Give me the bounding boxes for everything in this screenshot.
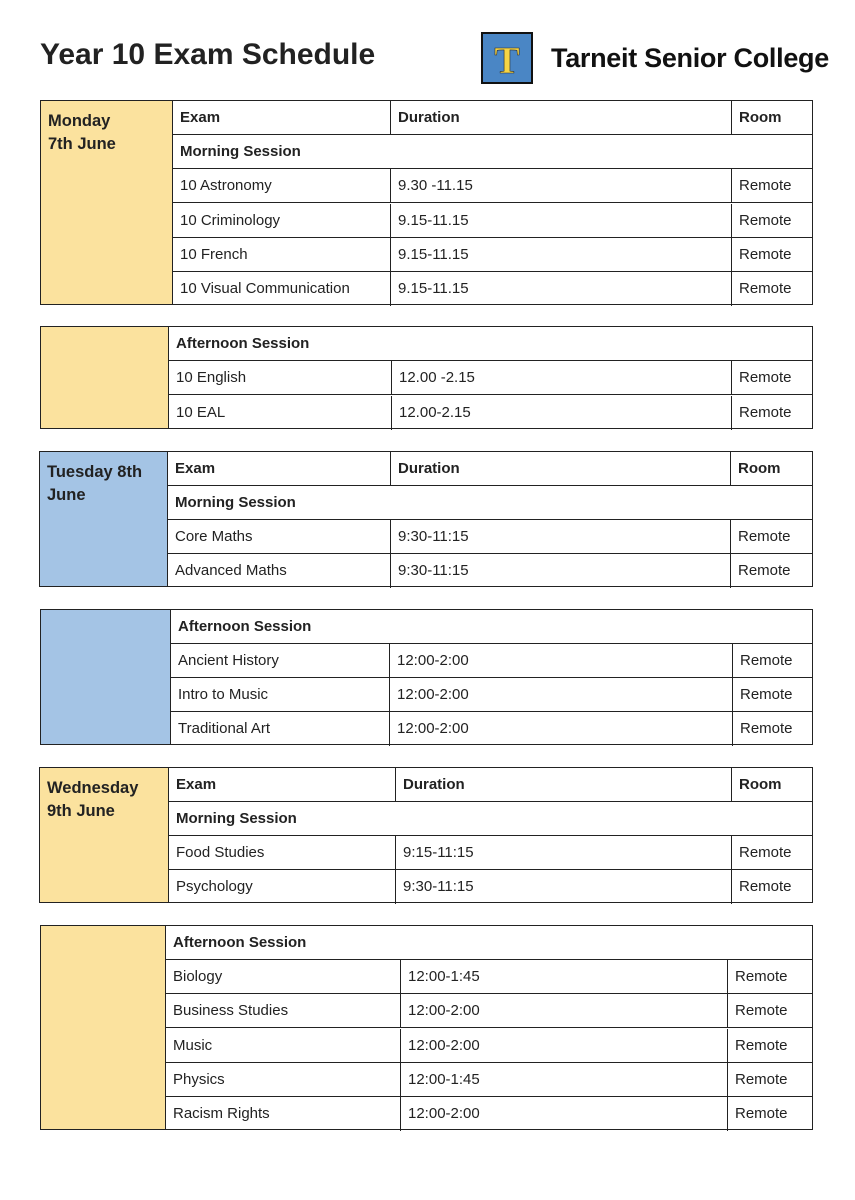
exam-duration: 12:00-2:00 — [400, 1029, 727, 1062]
exam-room: Remote — [731, 870, 812, 904]
exam-duration: 12:00-2:00 — [389, 644, 732, 677]
day-label: Tuesday 8th June — [47, 463, 143, 504]
exam-name: Biology — [173, 968, 223, 985]
exam-duration: 9.15-11.15 — [390, 238, 731, 271]
exam-row — [166, 1063, 812, 1097]
exam-name: Business Studies — [173, 1002, 289, 1019]
exam-name: Music — [173, 1037, 213, 1054]
exam-duration: 9:30-11:15 — [390, 554, 730, 588]
column-header-room: Room — [731, 101, 812, 134]
exam-row — [169, 361, 812, 395]
exam-row — [166, 1097, 812, 1131]
exam-name: 10 EAL — [176, 404, 226, 421]
day-column — [41, 101, 173, 304]
day-column — [40, 768, 169, 902]
exam-room: Remote — [731, 204, 812, 237]
exam-room: Remote — [731, 272, 812, 306]
exam-duration: 12.00-2.15 — [391, 396, 731, 430]
schedule-block — [40, 100, 813, 305]
exam-room: Remote — [731, 238, 812, 271]
exam-name: Physics — [173, 1071, 225, 1088]
column-header-row — [168, 452, 812, 486]
exam-name: 10 Astronomy — [180, 177, 272, 194]
column-header-duration: Duration — [395, 768, 731, 801]
exam-name: Racism Rights — [173, 1105, 270, 1122]
exam-duration: 12:00-2:00 — [389, 712, 732, 746]
session-title: Afternoon Session — [176, 335, 310, 352]
exam-room: Remote — [730, 554, 812, 588]
exam-duration: 12.00 -2.15 — [391, 361, 731, 394]
exam-room: Remote — [731, 169, 812, 202]
exam-duration: 12:00-1:45 — [400, 1063, 727, 1096]
exam-room: Remote — [732, 678, 812, 711]
exam-row — [169, 836, 812, 870]
day-column — [40, 452, 168, 586]
exam-name: Food Studies — [176, 844, 265, 861]
exam-row — [173, 238, 812, 272]
exam-row — [171, 712, 812, 746]
exam-name: 10 English — [176, 369, 247, 386]
college-name: Tarneit Senior College — [551, 43, 829, 73]
exam-row — [169, 870, 812, 904]
exam-name: Advanced Maths — [175, 562, 287, 579]
exam-room: Remote — [727, 994, 812, 1027]
block-rows — [171, 610, 812, 744]
day-column — [41, 327, 169, 428]
column-header-exam: Exam — [175, 460, 216, 477]
exam-name: Intro to Music — [178, 686, 269, 703]
column-header-duration: Duration — [390, 452, 730, 485]
exam-row — [171, 678, 812, 712]
exam-duration: 12:00-1:45 — [400, 960, 727, 993]
exam-row — [166, 1029, 812, 1063]
exam-room: Remote — [727, 960, 812, 993]
block-rows — [173, 101, 812, 304]
day-label: Monday 7th June — [48, 112, 116, 153]
column-header-row — [173, 101, 812, 135]
schedule-block — [40, 326, 813, 429]
college-logo — [481, 32, 533, 84]
exam-name: Core Maths — [175, 528, 253, 545]
session-row — [166, 926, 812, 960]
exam-duration: 9.15-11.15 — [390, 204, 731, 237]
column-header-exam: Exam — [180, 109, 221, 126]
college-logo-letter: T — [494, 40, 520, 82]
exam-row — [166, 960, 812, 994]
exam-name: Ancient History — [178, 652, 279, 669]
exam-row — [169, 396, 812, 430]
exam-row — [173, 204, 812, 238]
exam-duration: 9:15-11:15 — [395, 836, 731, 869]
exam-duration: 9:30-11:15 — [395, 870, 731, 904]
exam-duration: 9:30-11:15 — [390, 520, 730, 553]
session-title: Afternoon Session — [173, 934, 307, 951]
session-row — [168, 486, 812, 520]
exam-row — [166, 994, 812, 1028]
exam-row — [168, 554, 812, 588]
exam-room: Remote — [727, 1029, 812, 1062]
exam-duration: 9.30 -11.15 — [390, 169, 731, 202]
exam-duration: 9.15-11.15 — [390, 272, 731, 306]
session-row — [171, 610, 812, 644]
exam-room: Remote — [727, 1063, 812, 1096]
day-label: Wednesday 9th June — [47, 779, 139, 820]
exam-room: Remote — [727, 1097, 812, 1131]
column-header-duration: Duration — [390, 101, 731, 134]
schedule-block — [40, 925, 813, 1130]
schedule-block — [39, 767, 813, 903]
college-logo-emblem — [483, 34, 531, 82]
schedule-block — [39, 451, 813, 587]
block-rows — [168, 452, 812, 586]
exam-duration: 12:00-2:00 — [389, 678, 732, 711]
exam-duration: 12:00-2:00 — [400, 1097, 727, 1131]
session-title: Morning Session — [176, 810, 297, 827]
exam-room: Remote — [730, 520, 812, 553]
session-row — [169, 327, 812, 361]
exam-room: Remote — [732, 644, 812, 677]
schedule-block — [40, 609, 813, 745]
exam-room: Remote — [732, 712, 812, 746]
exam-room: Remote — [731, 396, 812, 430]
exam-duration: 12:00-2:00 — [400, 994, 727, 1027]
day-column — [41, 610, 171, 744]
exam-name: 10 Visual Communication — [180, 280, 350, 297]
day-column — [41, 926, 166, 1129]
session-row — [169, 802, 812, 836]
column-header-room: Room — [730, 452, 812, 485]
exam-name: Psychology — [176, 878, 253, 895]
exam-name: 10 Criminology — [180, 212, 281, 229]
exam-name: Traditional Art — [178, 720, 270, 737]
column-header-room: Room — [731, 768, 812, 801]
page-title: Year 10 Exam Schedule — [40, 38, 376, 71]
column-header-row — [169, 768, 812, 802]
block-rows — [169, 768, 812, 902]
exam-row — [171, 644, 812, 678]
exam-row — [173, 272, 812, 306]
session-row — [173, 135, 812, 169]
column-header-exam: Exam — [176, 776, 217, 793]
session-title: Morning Session — [180, 143, 301, 160]
session-title: Afternoon Session — [178, 618, 312, 635]
exam-row — [168, 520, 812, 554]
session-title: Morning Session — [175, 494, 296, 511]
exam-row — [173, 169, 812, 203]
block-rows — [169, 327, 812, 428]
exam-name: 10 French — [180, 246, 248, 263]
block-rows — [166, 926, 812, 1129]
exam-room: Remote — [731, 361, 812, 394]
exam-room: Remote — [731, 836, 812, 869]
